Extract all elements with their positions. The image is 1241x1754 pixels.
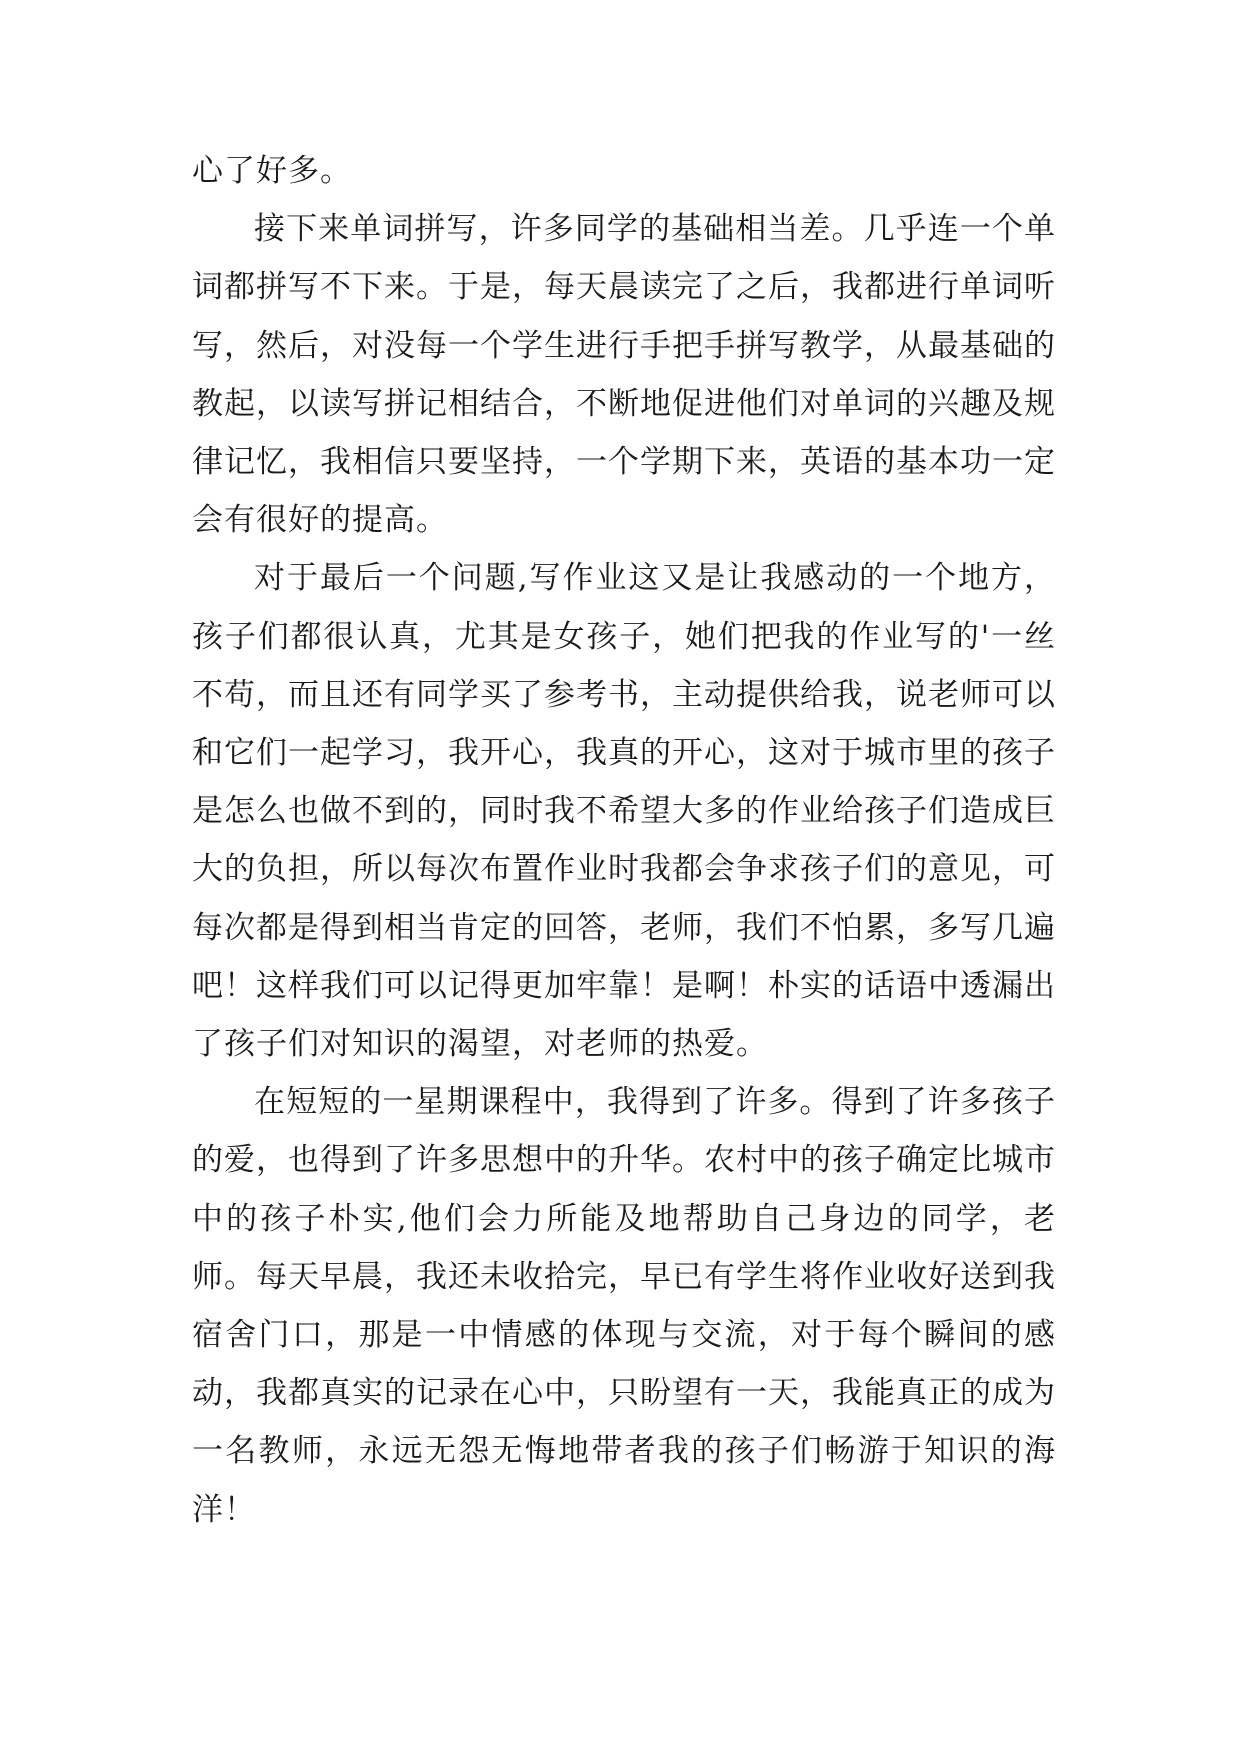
paragraph-reflection: 在短短的一星期课程中，我得到了许多。得到了许多孩子的爱，也得到了许多思想中的升华。农村中的孩子确定比城市中的孩子朴实,他们会力所能及地帮助自己身边的同学，老师。每天早晨，我还未收拾完，早已有学生将作业收好送到我宿舍门口，那是一中情感的体现与交流，对于每个瞬间的感动，我都真实的记录在心中，只盼望有一天，我能真正的成为一名教师，永远无怨无悔地带者我的孩子们畅游于知识的海洋！ xyxy=(192,1084,1056,1528)
paragraph-continuation: 心了好多。 xyxy=(192,153,352,189)
document-body xyxy=(192,142,1056,1539)
paragraph-homework: 对于最后一个问题,写作业这又是让我感动的一个地方，孩子们都很认真，尤其是女孩子，她们把我的作业写的'一丝不苟，而且还有同学买了参考书，主动提供给我，说老师可以和它们一起学习，我开心，我真的开心，这对于城市里的孩子是怎么也做不到的，同时我不希望大多的作业给孩子们造成巨大的负担，所以每次布置作业时我都会争求孩子们的意见，可每次都是得到相当肯定的回答，老师，我们不怕累，多写几遍吧！这样我们可以记得更加牢靠！是啊！朴实的话语中透漏出了孩子们对知识的渴望，对老师的热爱。 xyxy=(192,560,1056,1063)
paragraph-word-spelling: 接下来单词拼写，许多同学的基础相当差。几乎连一个单词都拼写不下来。于是，每天晨读完了之后，我都进行单词听写，然后，对没每一个学生进行手把手拼写教学，从最基础的教起，以读写拼记相结合，不断地促进他们对单词的兴趣及规律记忆，我相信只要坚持，一个学期下来，英语的基本功一定会有很好的提高。 xyxy=(192,211,1056,539)
